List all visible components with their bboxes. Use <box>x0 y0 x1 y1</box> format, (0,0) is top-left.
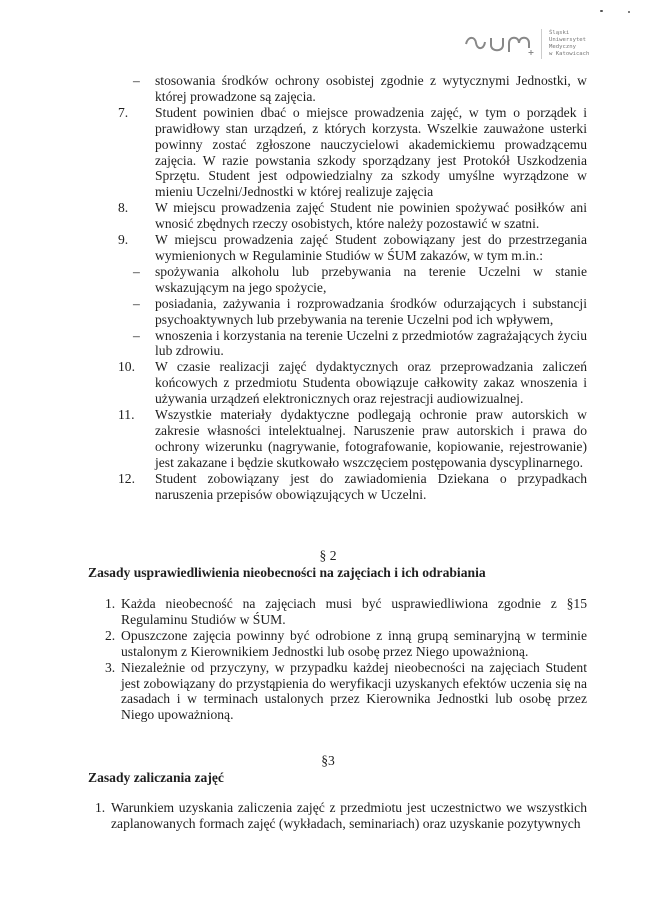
list-item <box>0 296 656 328</box>
list-item-text: spożywania alkoholu lub przebywania na terenie Uczelni w stanie wskazującym na jego spożycie, <box>155 263 587 295</box>
logo-separator <box>541 29 542 59</box>
list-item <box>0 596 656 628</box>
list-item <box>0 232 656 264</box>
list-item-text: Opuszczone zajęcia powinny być odrobione z inną grupą seminaryjną w terminie ustalonym z Kierownikiem Jednostki lub osobę przez Niego upoważnioną. <box>121 627 587 659</box>
section-3-title: Zasady zaliczania zajęć <box>88 770 224 785</box>
list-marker: 3. <box>105 659 116 675</box>
list-item-text: wnoszenia i korzystania na terenie Uczelni z przedmiotów zagrażających życiu lub zdrowiu. <box>155 327 587 359</box>
list-item-text: Student zobowiązany jest do zawiadomienia Dziekana o przypadkach naruszenia przepisów obowiązujących w Uczelni. <box>155 470 587 502</box>
list-item <box>0 328 656 360</box>
list-marker: 10. <box>118 359 135 375</box>
list-item <box>0 200 656 232</box>
list-marker: – <box>133 263 140 279</box>
list-item-text: W miejscu prowadzenia zajęć Student nie powinien spożywać posiłków ani wnosić zbędnych rzeczy osobistych, które należy pozostawić w szatni. <box>155 200 587 232</box>
list-item <box>0 471 656 503</box>
list-item-text: stosowania środków ochrony osobistej zgodnie z wytycznymi Jednostki, w której prowadzone są zajęcia. <box>155 73 587 104</box>
list-marker: 1. <box>95 800 106 815</box>
section2-list <box>0 596 656 723</box>
section3-list <box>0 800 656 832</box>
list-marker: – <box>133 295 140 311</box>
logo-line: Uniwersytet <box>549 37 587 43</box>
logo-line: w Katowicach <box>549 51 590 57</box>
list-marker: – <box>133 327 140 343</box>
list-item-text: W czasie realizacji zajęć dydaktycznych oraz przeprowadzania zaliczeń końcowych z przedmiotu Studenta obowiązuje całkowity zakaz wnoszenia i używania urządzeń elektronicznych oraz rejestracji audiowizualnej. <box>155 359 587 407</box>
logo-line: Medyczny <box>549 44 576 50</box>
scan-speck <box>600 10 603 12</box>
logo-text <box>549 30 589 58</box>
section-3-mark: §3 <box>321 753 335 768</box>
list-marker: 1. <box>105 596 116 611</box>
list-item-text: Student powinien dbać o miejsce prowadzenia zajęć, w tym o porządek i prawidłowy stan urządzeń, z których korzysta. Wszelkie zauważone usterki powinny zostać zgłoszone nauczycielowi akademickiemu prowadzącemu zajęcia. W razie powstania szkody sporządzany jest Protokół Uszkodzenia Sprzętu. Student jest odpowiedzialny za szkody umyślne wyrządzone w mieniu Uczelni/Jednostki w której realizuje zajęcia <box>155 104 587 200</box>
list-item-text: Warunkiem uzyskania zaliczenia zajęć z przedmiotu jest uczestnictwo we wszystkich zaplanowanych formach zajęć (wykładach, seminariach) oraz uzyskanie pozytywnych <box>111 800 587 831</box>
list-marker: 8. <box>118 200 129 216</box>
list-item <box>0 359 656 407</box>
list-marker: 9. <box>118 232 129 248</box>
section-2-title: Zasady usprawiedliwienia nieobecności na zajęciach i ich odrabiania <box>88 565 486 580</box>
list-item-text: Niezależnie od przyczyny, w przypadku każdej nieobecności na zajęciach Student jest zobowiązany do przystąpienia do weryfikacji uzyskanych efektów uczenia się na zasadach i w terminach ustalonych przez Kierownika Jednostki lub osobę przez Niego upoważnioną. <box>121 659 587 723</box>
sum-logo-icon <box>463 30 535 58</box>
logo-line: Śląski <box>549 30 570 36</box>
list-item <box>0 73 656 105</box>
list-marker: 2. <box>105 627 116 643</box>
section1-list <box>0 73 656 502</box>
list-item <box>0 628 656 660</box>
list-item <box>0 264 656 296</box>
list-marker: 7. <box>118 104 129 120</box>
university-logo <box>463 27 589 61</box>
section-2-mark: § 2 <box>319 548 337 563</box>
list-item-text: Każda nieobecność na zajęciach musi być usprawiedliwiona zgodnie z §15 Regulaminu Studiów w ŚUM. <box>121 596 587 627</box>
list-item <box>0 800 656 832</box>
list-item <box>0 105 656 200</box>
scan-speck <box>628 11 630 13</box>
list-item-text: Wszystkie materiały dydaktyczne podlegają ochronie praw autorskich w zakresie własności intelektualnej. Naruszenie praw autorskich i prawa do ochrony wizerunku (nagrywanie, fotografowanie, kopiowanie, rejestrowanie) jest zakazane i będzie skutkowało wszczęciem postępowania dyscyplinarnego. <box>155 407 587 470</box>
list-item <box>0 407 656 471</box>
list-marker: 12. <box>118 470 135 486</box>
scan-artifacts <box>598 8 638 14</box>
list-item-text: posiadania, zażywania i rozprowadzania środków odurzających i substancji psychoaktywnych lub przebywania na terenie Uczelni pod ich wpływem, <box>155 295 587 327</box>
list-item-text: W miejscu prowadzenia zajęć Student zobowiązany jest do przestrzegania wymienionych w Regulaminie Studiów w ŚUM zakazów, w tym m.in.: <box>155 232 587 263</box>
list-marker: 11. <box>118 407 135 423</box>
list-item <box>0 660 656 724</box>
list-marker: – <box>133 73 140 88</box>
